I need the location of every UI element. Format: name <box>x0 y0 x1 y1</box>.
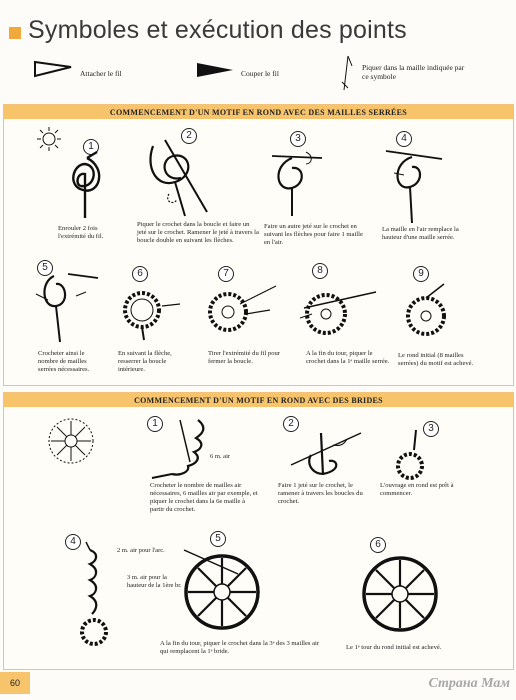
step-caption: Enrouler 2 fois l'extrémité du fil. <box>58 225 104 240</box>
step-caption: Crocheter ainsi le nombre de mailles serrées nécessaires. <box>38 350 90 373</box>
illustration-ring-7 <box>200 280 280 344</box>
label-2m-air: 2 m. air pour l'arc. <box>117 547 165 554</box>
label-3m-air: 3 m. air pour la hauteur de la 1ère br. <box>127 574 182 589</box>
step-number: 6 <box>370 537 386 553</box>
step-number: 9 <box>413 266 429 282</box>
page-title: Symboles et exécution des points <box>28 16 407 44</box>
illustration-hook-2 <box>145 138 215 218</box>
step-number: 1 <box>83 139 99 155</box>
illustration-hook-4 <box>372 145 447 225</box>
step-number: 4 <box>65 534 81 550</box>
section-title: COMMENCEMENT D'UN MOTIF EN ROND AVEC DES BRIDES <box>134 395 383 405</box>
illustration-ring-3 <box>390 428 438 482</box>
legend-label-attacher: Attacher le fil <box>80 69 122 78</box>
step-number: 3 <box>423 421 439 437</box>
step-caption: La maille en l'air remplace la hauteur d'une maille serrée. <box>382 226 459 241</box>
illustration-motif-5 <box>178 544 268 636</box>
step-number: 5 <box>210 531 226 547</box>
watermark-text: Страна Мам <box>428 676 510 691</box>
step-number: 2 <box>181 128 197 144</box>
illustration-chain-1 <box>150 418 220 480</box>
step-number: 2 <box>283 416 299 432</box>
illustration-ring-6 <box>112 282 184 342</box>
open-triangle-icon <box>34 61 72 77</box>
step-caption: Faire 1 jeté sur le crochet, le ramener à travers les boucles du crochet. <box>278 482 363 505</box>
illustration-ring-9 <box>398 280 468 346</box>
step-caption: Faire un autre jeté sur le crochet en suivant les flèches pour faire 1 maille en l'air. <box>264 223 363 246</box>
illustration-hook-5 <box>32 272 102 344</box>
step-caption: Crocheter le nombre de mailles air nécessaires, 6 mailles air par exemple, et piquer le crochet dans la 6e maille à partir du crochet. <box>150 482 258 513</box>
section-band <box>4 105 513 119</box>
arrow-pointer-icon <box>338 54 358 92</box>
legend-label-piquer: Piquer dans la maille indiquée par ce symbole <box>362 63 465 81</box>
step-number: 7 <box>218 266 234 282</box>
header-bullet <box>9 27 21 39</box>
label-6m-air: 6 m. air <box>210 453 231 460</box>
filled-triangle-icon <box>196 62 234 78</box>
step-caption: En suivant la flèche, resserrer la boucle intérieure. <box>118 350 172 373</box>
step-number: 8 <box>312 263 328 279</box>
page-number: 60 <box>0 672 30 694</box>
sun-symbol-icon <box>36 126 62 152</box>
step-caption: Le rond initial (8 mailles serrées) du motif est achevé. <box>398 352 474 367</box>
step-number: 6 <box>132 266 148 282</box>
illustration-ring-8 <box>290 278 380 344</box>
illustration-chain-4 <box>70 540 130 650</box>
step-number: 1 <box>147 416 163 432</box>
step-caption: Piquer le crochet dans la boucle et faire un jeté sur le crochet. Ramener le jeté à travers la boucle double en suivant les flèches. <box>137 221 259 244</box>
illustration-motif-6 <box>358 548 448 640</box>
step-caption: L'ouvrage en rond est prêt à commencer. <box>380 482 454 497</box>
step-caption: Le 1ᵉ tour du rond initial est achevé. <box>346 644 442 651</box>
section-band <box>4 393 513 407</box>
step-caption: Tirer l'extrémité du fil pour fermer la boucle. <box>208 350 280 365</box>
step-caption: A la fin du tour, piquer le crochet dans la 3ᵉ des 3 mailles air qui remplacent la 1ᵉ bride. <box>160 640 320 655</box>
illustration-loop-1 <box>55 150 115 220</box>
legend-label-couper: Couper le fil <box>241 69 279 78</box>
illustration-hook-3 <box>262 148 332 218</box>
step-number: 4 <box>396 131 412 147</box>
step-caption: A la fin du tour, piquer le crochet dans la 1ᵉ maille serrée. <box>306 350 390 365</box>
section-title: COMMENCEMENT D'UN MOTIF EN ROND AVEC DES MAILLES SERRÉES <box>109 107 408 117</box>
step-number: 3 <box>290 131 306 147</box>
step-number: 5 <box>37 260 53 276</box>
illustration-chain-2 <box>285 425 365 483</box>
motif-symbol-icon <box>45 415 97 467</box>
